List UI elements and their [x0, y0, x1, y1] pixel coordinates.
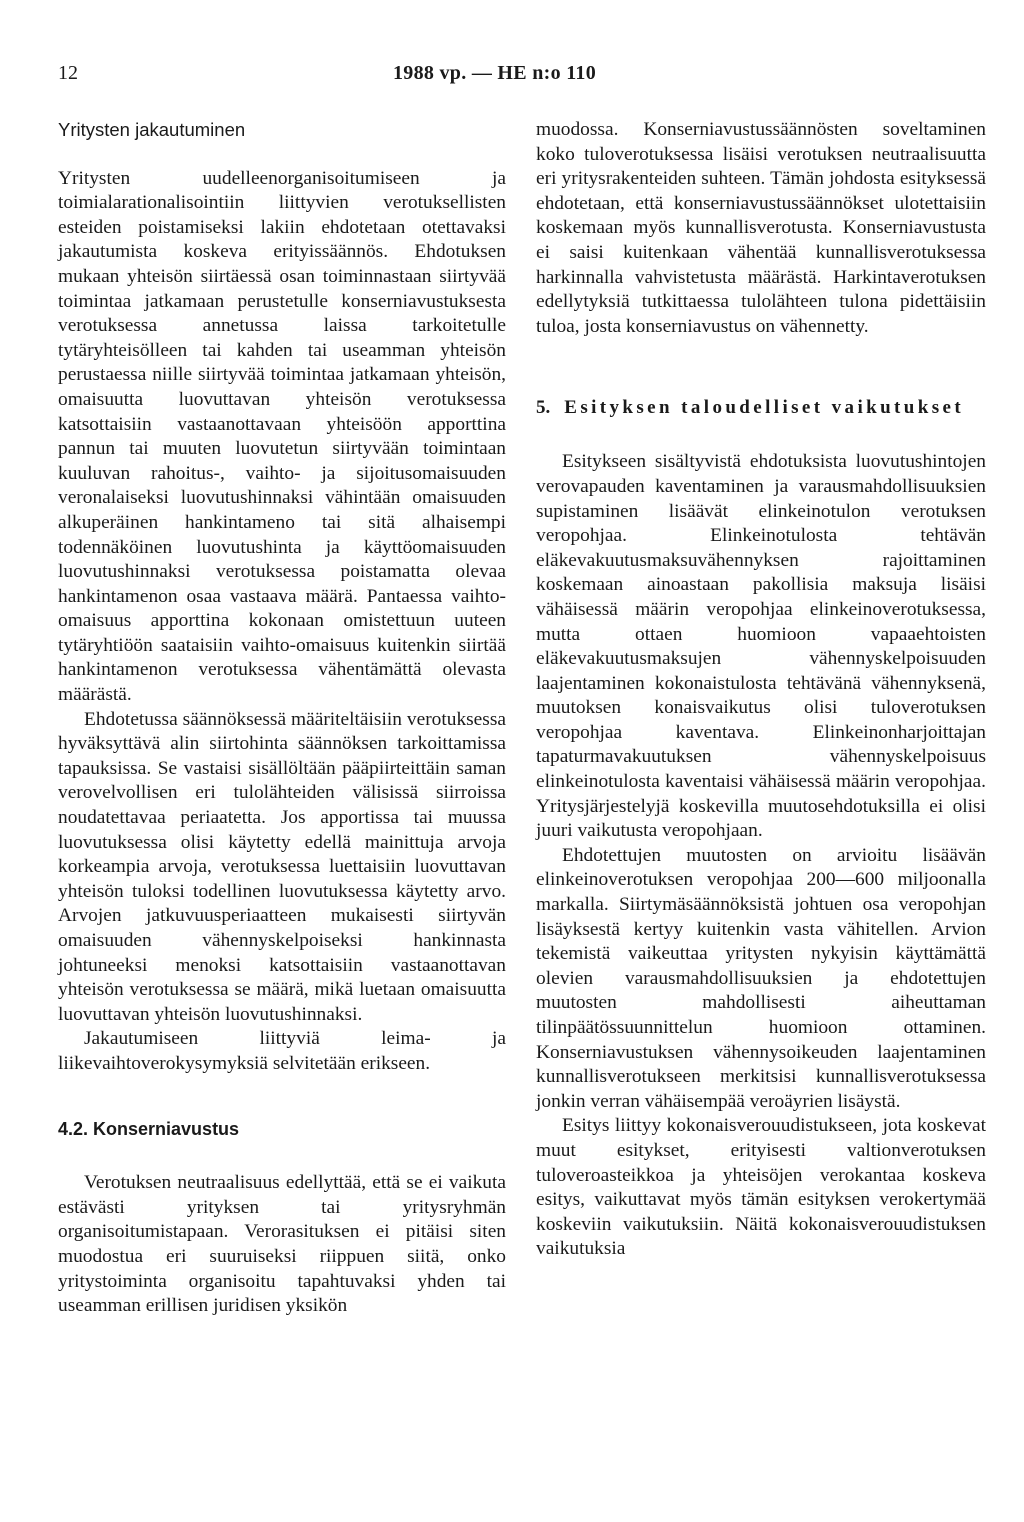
section-title-konserniavustus: 4.2. Konserniavustus	[58, 1118, 240, 1139]
paragraph: Ehdotettujen muutosten on arvioitu lisäävän elinkeinoverotuksen veropohjaa 200—600 miljoonalla markalla. Siirtymäsäännöksistä johtuen osa veropohjan lisäyksestä kertyy kuitenkin vasta vähitellen. Arvion tekemistä vaikeuttaa yritysten nykyisin käyttämättä olevien varausmahdollisuuksien ja ehdotettujen muutosten mahdollisesti aiheuttaman tilinpäätössuunnittelun huomioon ottaminen. Konserniavustuksen vähennysoikeuden laajentaminen kunnallisverotukseen merkitsisi kunnallisverotuksessa jonkin verran vähäisempää veroäyrien lisäystä.	[536, 844, 986, 1112]
section-number: 5.	[536, 397, 551, 419]
section-title-taloudelliset-vaikutukset	[536, 395, 986, 420]
spacer	[58, 1077, 506, 1117]
paragraph: Ehdotetussa säännöksessä määriteltäisiin verotuksessa hyväksyttävä alin siirtohinta säännöksen tarkoittamissa tapauksissa. Se vastaisi sisällöltään pääpiirteittäin saman verovelvollisen eri tulolähteiden välisissä siirroissa noudatettavaa periaatetta. Jos apportissa tai muussa luovutuksessa olisi käytetty edellä mainittuja arvoja korkeampia arvoja, verotuksessa luettaisiin luovuttavan yhteisön tuloksi todellinen luovutuksessa käytetty arvo. Arvojen jatkuvuusperiaatteen mukaisesti siirtyvän omaisuuden vähennyskelpoiseksi hankinnasta johtuneeksi menoksi katsottaisiin vastaanottavan yhteisön verotuksessa se määrä, mikä luetaan omaisuutta luovuttavan yhteisön luovutushinnaksi.	[58, 708, 506, 1025]
paragraph: Esitys liittyy kokonaisverouudistukseen, jota koskevat muut esitykset, erityisesti valtionverotuksen tuloveroasteikkoa ja yhteisöjen verokantaa koskeva esitys, vaikuttavat myös tämän esityksen verokertymää koskeviin vaikutuksiin. Näitä kokonaisverouudistuksen vaikutuksia	[536, 1115, 986, 1260]
paragraph: Esitykseen sisältyvistä ehdotuksista luovutushintojen verovapauden kaventaminen ja varausmahdollisuuksien supistaminen lisäävät elinkeinotulon verotuksen veropohjaa. Elinkeinotulosta tehtävän eläkevakuutusmaksuvähennyksen rajoittaminen koskemaan ainoastaan pakollisia maksuja lisäisi vähäisessä määrin veropohjaa elinkeinoverotuksessa, mutta ottaen huomioon vapaaehtoisten eläkevakuutusmaksujen vähennyskelpoisuuden laajentaminen kokonaistulosta tehtävänä vähennyksenä, muutoksen konaisvaikutus olisi tuloverotuksen veropohjaa kaventava. Elinkeinonharjoittajan tapaturmavakuutuksen vähennyskelpoisuus elinkeinotulosta kaventaisi vähäisessä määrin veropohjaa. Yritysjärjestelyjä koskevilla muutosehdotuksilla ei olisi juuri vaikutusta veropohjaan.	[536, 451, 986, 842]
right-column	[536, 118, 986, 1262]
spacer	[536, 339, 986, 395]
subheading-yritysten-jakautuminen: Yritysten jakautuminen	[58, 119, 246, 140]
section-title-text: Esityksen taloudelliset vaikutukset	[564, 397, 965, 419]
page-header	[58, 62, 966, 92]
paragraph: muodossa. Konserniavustussäännösten soveltaminen koko tuloverotuksessa lisäisi verotuksen neutraalisuutta eri yritysrakenteiden suhteen. Tämän johdosta esityksessä ehdotetaan, että konserniavustussäännökset ulotettaisiin koskemaan myös kunnallisverotusta. Konserniavustusta ei saisi kuitenkaan vähentää kunnallisverotuksessa harkinnalla vahvistetusta määrästä. Harkintaverotuksen edellytyksiä tutkittaessa tulolähteen tulona pidettäisiin tuloa, josta konserniavustus on vähennetty.	[536, 119, 986, 337]
left-column	[58, 118, 506, 1319]
paragraph: Jakautumiseen liittyviä leima- ja liikevaihtoverokysymyksiä selvitetään erikseen.	[58, 1028, 506, 1074]
paragraph: Yritysten uudelleenorganisoitumiseen ja toimialarationalisointiin liittyvien verotuksellisten esteiden poistamiseksi lakiin ehdotetaan otettavaksi jakautumista koskeva erityissäännös. Ehdotuksen mukaan yhteisön siirtäessä osan toiminnastaan siirtyvää toimintaa jatkamaan perustetulle konserniavustuksesta verotuksessa annetussa laissa tarkoitetulle tytäryhteisölleen tai kahden tai useamman yhteisön perustaessa niille siirtyvää toimintaa jatkamaan yhteisön, omaisuutta luovuttavan yhteisön verotuksessa katsottaisiin vastaanottavaan yhteisöön apporttina pannun tai muuten luovutetun siirtyvään toimintaan kuuluvan rahoitus-, vaihto- ja sijoitusomaisuuden veronalaiseksi luovutushinnaksi vähintään omaisuuden alkuperäinen hankintameno tai sitä alhaisempi todennäköinen luovutushinta ja käyttöomaisuuden luovutushinnaksi verotuksessa poistamatta olevaa hankintamenon osaa vastaava määrä. Pantaessa vaihto-omaisuus apporttina kokonaan omistettuun uuteen tytäryhtiöön saataisiin vaihto-omaisuus kuitenkin siirtää hankintamenon verotuksessa vähentämättä olevasta määrästä.	[58, 167, 506, 706]
page-number: 12	[58, 62, 78, 84]
running-head: 1988 vp. — HE n:o 110	[393, 62, 596, 84]
paragraph: Verotuksen neutraalisuus edellyttää, että se ei vaikuta estävästi yrityksen tai yritysryhmän organisoitumistapaan. Verorasituksen ei pitäisi siten muodostua eri suuruiseksi riippuen siitä, onko yritystoiminta organisoitu tapahtuvaksi yhden tai useamman erillisen juridisen yksikön	[58, 1172, 506, 1317]
